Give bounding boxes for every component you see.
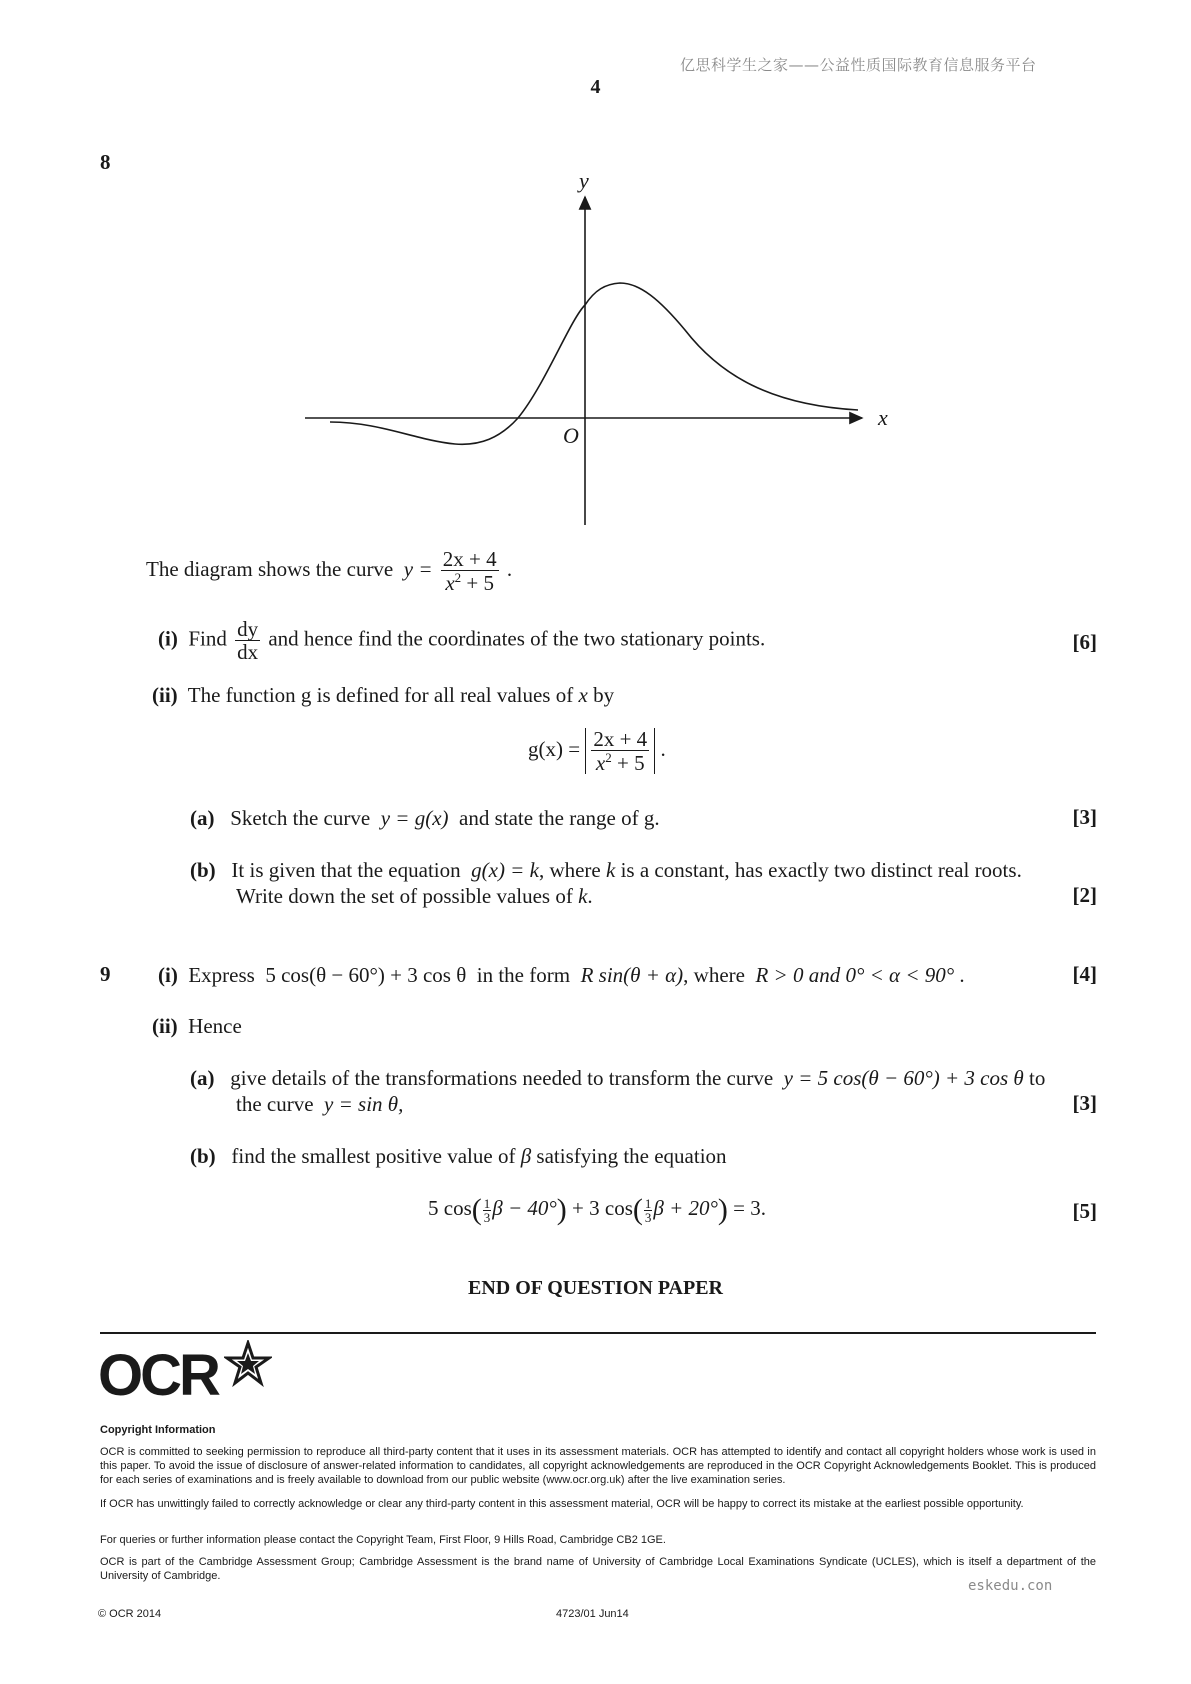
footer-divider (100, 1332, 1096, 1334)
end-of-paper: END OF QUESTION PAPER (467, 1277, 724, 1299)
q9-part-b-text-a: find the smallest positive value of (231, 1144, 516, 1168)
watermark-text: 亿思科学生之家——公益性质国际教育信息服务平台 (680, 56, 1037, 74)
curve-den-rest: + 5 (461, 571, 495, 596)
q9-part-a-line2-math: y = sin θ, (324, 1092, 404, 1116)
q8-part-b-text-a: It is given that the equation (231, 858, 461, 882)
origin-label: O (563, 423, 579, 448)
q9-part-a-line2-text: the curve (236, 1092, 314, 1116)
copyright-paragraph-2: If OCR has unwittingly failed to correctly acknowledge or clear any third-party content in this assessment material, OCR will be happy to correct its mistake at the earliest possible opportunity. (100, 1498, 1024, 1510)
equation-part-e: = 3. (733, 1196, 766, 1220)
q9-part-i-label: (i) (158, 963, 178, 987)
q9-part-b-text-b: satisfying the equation (536, 1144, 727, 1168)
q9-part-i-cond: R > 0 and 0° < α < 90° (755, 963, 955, 987)
question-9-number: 9 (100, 962, 111, 986)
curve-intro-text: The diagram shows the curve (146, 556, 394, 581)
question-8-number: 8 (100, 150, 111, 174)
g-numerator: 2x + 4 (593, 727, 648, 751)
q8-part-i-find: Find (188, 626, 227, 651)
q8-part-a (190, 805, 660, 831)
q9-part-b-marks: [5] (1072, 1199, 1097, 1223)
q9-part-a-line2 (236, 1091, 403, 1117)
q8-part-b-line1 (190, 857, 1022, 883)
q8-part-ii-var: x (578, 683, 588, 707)
ocr-logo (98, 1340, 288, 1410)
q8-part-a-text-b: and state the range of g. (459, 806, 660, 830)
q8-part-a-text-a: Sketch the curve (230, 806, 371, 830)
q9-part-i (158, 962, 965, 988)
q8-part-i-text: and hence find the coordinates of the two stationary points. (268, 626, 766, 651)
ocr-logo-text: OCR (98, 1343, 218, 1408)
equation-part-c: + 3 cos (572, 1196, 633, 1220)
g-den-rest: + 5 (611, 751, 645, 776)
q8-part-i (158, 618, 765, 663)
g-absolute-value (585, 728, 655, 774)
q8-part-b-marks: [2] (1072, 883, 1097, 907)
q8-part-b-line2-text: Write down the set of possible values of (236, 884, 573, 908)
q8-part-ii-label: (ii) (152, 683, 178, 707)
one-third-num-2: 1 (644, 1195, 652, 1211)
q9-part-ii (152, 1013, 242, 1039)
q9-part-a-text-a: give details of the transformations needed to transform the curve (230, 1066, 774, 1090)
q9-part-i-form: R sin(θ + α) (580, 963, 684, 987)
q8-part-b-line2-end: . (587, 884, 593, 908)
q9-part-b (190, 1143, 727, 1169)
equation-part-d: β + 20° (653, 1196, 718, 1220)
q8-part-i-label: (i) (158, 626, 178, 651)
q9-part-i-text-b: in the form (476, 963, 571, 987)
copyright-paragraph-1: OCR is committed to seeking permission to reproduce all third-party content that it uses in its assessment materials. OCR has attempted to identify and contact all copyright holders whose work is used in this paper. To avoid the issue of disclosure of answer-related information to candidates, all copyright acknowledgements are reproduced in the OCR Copyright Acknowledgements Booklet. This is produced for each series of examinations and is freely available to download from our public website (www.ocr.org.uk) after the live examination series. (100, 1446, 1096, 1486)
curve-path (330, 283, 858, 444)
q9-part-i-text-d: . (959, 963, 965, 987)
one-third-fraction-1 (483, 1197, 492, 1224)
derivative-denominator: dx (237, 640, 259, 665)
curve-denominator (443, 571, 496, 594)
q9-part-ii-text: Hence (188, 1014, 242, 1038)
q8-part-a-marks: [3] (1072, 805, 1097, 829)
q8-part-b-line2-k: k (578, 884, 588, 908)
q9-part-a-marks: [3] (1072, 1091, 1097, 1115)
eskedu-watermark: eskedu.con (968, 1578, 1053, 1594)
g-den-exp: 2 (605, 750, 612, 766)
derivative-fraction (235, 618, 260, 663)
one-third-fraction-2 (644, 1197, 653, 1224)
copyright-paragraph-4: OCR is part of the Cambridge Assessment Group; Cambridge Assessment is the brand name of University of Cambridge Local Examinations Syndicate (UCLES), which is itself a department of the University of Cambridge. (100, 1556, 1096, 1582)
q8-part-a-label: (a) (190, 806, 215, 830)
curve-numerator: 2x + 4 (442, 547, 497, 571)
one-third-den-1: 3 (483, 1209, 491, 1225)
g-denominator (594, 751, 647, 774)
star-icon (224, 1340, 272, 1388)
curve-fraction (441, 548, 499, 594)
q8-part-i-marks: [6] (1072, 630, 1097, 654)
q9-part-i-text-a: Express (188, 963, 255, 987)
g-fraction (591, 728, 649, 774)
derivative-numerator: dy (237, 617, 259, 641)
equation-part-b: β − 40° (492, 1196, 557, 1220)
curve-statement (146, 548, 512, 594)
q8-part-b-label: (b) (190, 858, 216, 882)
q9-part-b-beta: β (520, 1144, 532, 1168)
g-definition (528, 728, 666, 774)
q8-part-ii-text-a: The function g is defined for all real values of (187, 683, 574, 707)
q8-part-b-k: k (606, 858, 616, 882)
q8-part-a-math: y = g(x) (380, 806, 449, 830)
g-end: . (660, 736, 666, 761)
g-lhs: g(x) = (528, 736, 581, 761)
y-axis-label: y (579, 168, 589, 193)
copyright-notice: © OCR 2014 (98, 1608, 162, 1620)
q9-part-i-marks: [4] (1072, 962, 1097, 986)
copyright-paragraph-3: For queries or further information please contact the Copyright Team, First Floor, 9 Hills Road, Cambridge CB2 1GE. (100, 1534, 666, 1546)
q9-part-a-text-b: to (1029, 1066, 1046, 1090)
curve-den-var: x (445, 571, 455, 596)
paren-left-2: ( (632, 1193, 643, 1227)
q8-part-ii-text-b: by (593, 683, 615, 707)
one-third-num-1: 1 (483, 1195, 491, 1211)
q9-part-ii-label: (ii) (152, 1014, 178, 1038)
x-axis-label: x (878, 405, 888, 430)
q9-part-i-text-c: , where (683, 963, 745, 987)
page-number: 4 (590, 76, 601, 98)
curve-diagram (280, 160, 920, 530)
q9-part-a-math: y = 5 cos(θ − 60°) + 3 cos θ (783, 1066, 1024, 1090)
copyright-heading: Copyright Information (100, 1424, 216, 1436)
g-den-var: x (595, 751, 606, 776)
q9-part-b-label: (b) (190, 1144, 216, 1168)
one-third-den-2: 3 (644, 1209, 652, 1225)
paper-code: 4723/01 Jun14 (556, 1608, 629, 1620)
q8-part-b-math: g(x) = k (471, 858, 539, 882)
q8-part-b-text-c: is a constant, has exactly two distinct real roots. (620, 858, 1022, 882)
curve-den-exp: 2 (454, 570, 462, 586)
paren-right-2: ) (717, 1193, 728, 1227)
q9-part-i-expr: 5 cos(θ − 60°) + 3 cos θ (265, 963, 467, 987)
curve-lhs: y = (403, 556, 433, 581)
q9-part-a-line1 (190, 1065, 1045, 1091)
q8-part-b-line2 (236, 883, 593, 909)
q9-equation (428, 1193, 766, 1227)
q9-part-a-label: (a) (190, 1066, 215, 1090)
q8-part-ii (152, 682, 614, 708)
paren-left-1: ( (471, 1193, 482, 1227)
paren-right-1: ) (556, 1193, 567, 1227)
curve-end: . (506, 556, 513, 581)
q8-part-b-text-b: , where (538, 858, 601, 882)
equation-part-a: 5 cos (428, 1196, 472, 1220)
